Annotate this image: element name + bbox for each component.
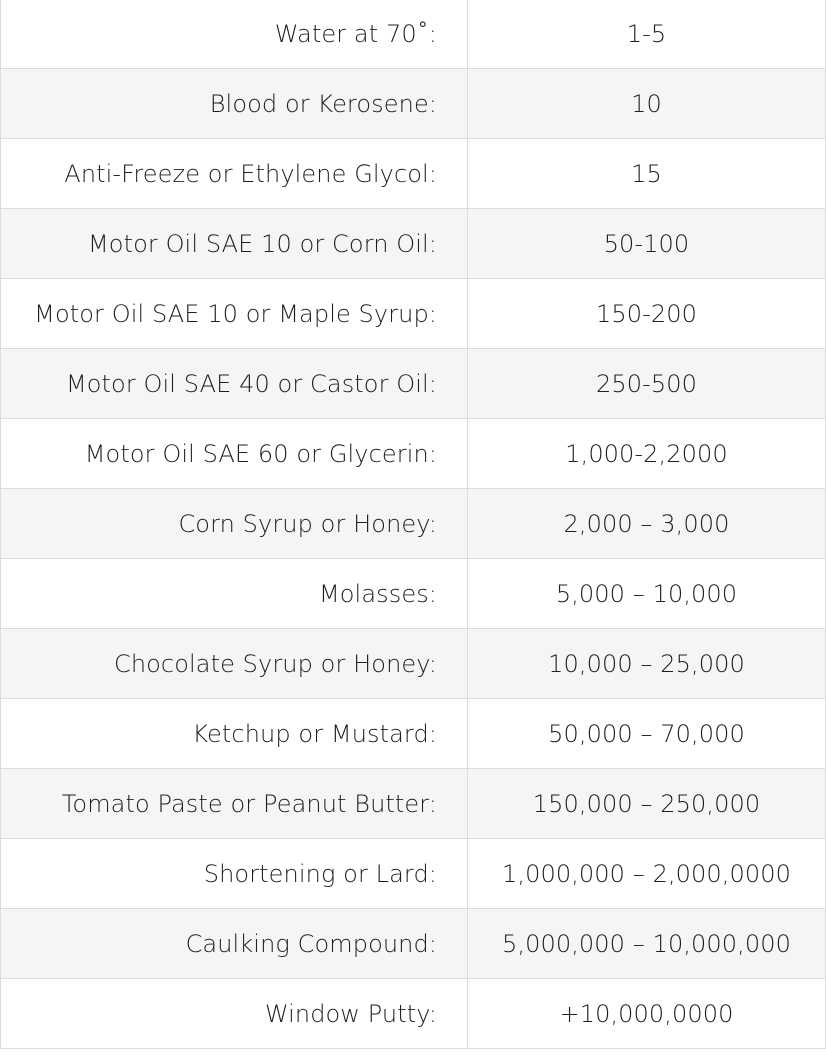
viscosity-value-cell: 1,000,000 – 2,000,0000 [468, 839, 826, 909]
substance-cell: Ketchup or Mustard: [1, 699, 468, 769]
table-row [1, 139, 826, 209]
table-row [1, 209, 826, 279]
table-row [1, 699, 826, 769]
table-row [1, 419, 826, 489]
table-row [1, 909, 826, 979]
substance-cell: Motor Oil SAE 60 or Glycerin: [1, 419, 468, 489]
substance-cell: Caulking Compound: [1, 909, 468, 979]
table-row [1, 629, 826, 699]
table-row [1, 559, 826, 629]
table-row [1, 839, 826, 909]
substance-cell: Chocolate Syrup or Honey: [1, 629, 468, 699]
table-row [1, 69, 826, 139]
viscosity-value-cell: 5,000,000 – 10,000,000 [468, 909, 826, 979]
substance-cell: Water at 70˚: [1, 0, 468, 69]
table-row [1, 489, 826, 559]
viscosity-value-cell: 10,000 – 25,000 [468, 629, 826, 699]
substance-cell: Anti-Freeze or Ethylene Glycol: [1, 139, 468, 209]
substance-cell: Blood or Kerosene: [1, 69, 468, 139]
substance-cell: Corn Syrup or Honey: [1, 489, 468, 559]
substance-cell: Motor Oil SAE 10 or Maple Syrup: [1, 279, 468, 349]
substance-cell: Tomato Paste or Peanut Butter: [1, 769, 468, 839]
viscosity-value-cell: 15 [468, 139, 826, 209]
viscosity-table-body [1, 0, 826, 1049]
table-row [1, 0, 826, 69]
viscosity-value-cell: +10,000,0000 [468, 979, 826, 1049]
substance-cell: Motor Oil SAE 10 or Corn Oil: [1, 209, 468, 279]
viscosity-value-cell: 2,000 – 3,000 [468, 489, 826, 559]
substance-cell: Molasses: [1, 559, 468, 629]
viscosity-value-cell: 5,000 – 10,000 [468, 559, 826, 629]
viscosity-value-cell: 50,000 – 70,000 [468, 699, 826, 769]
substance-cell: Shortening or Lard: [1, 839, 468, 909]
substance-cell: Motor Oil SAE 40 or Castor Oil: [1, 349, 468, 419]
viscosity-value-cell: 250-500 [468, 349, 826, 419]
viscosity-value-cell: 1-5 [468, 0, 826, 69]
viscosity-value-cell: 1,000-2,2000 [468, 419, 826, 489]
viscosity-value-cell: 150,000 – 250,000 [468, 769, 826, 839]
viscosity-value-cell: 50-100 [468, 209, 826, 279]
viscosity-value-cell: 150-200 [468, 279, 826, 349]
table-row [1, 279, 826, 349]
table-row [1, 349, 826, 419]
table-row [1, 769, 826, 839]
table-row [1, 979, 826, 1049]
viscosity-value-cell: 10 [468, 69, 826, 139]
substance-cell: Window Putty: [1, 979, 468, 1049]
